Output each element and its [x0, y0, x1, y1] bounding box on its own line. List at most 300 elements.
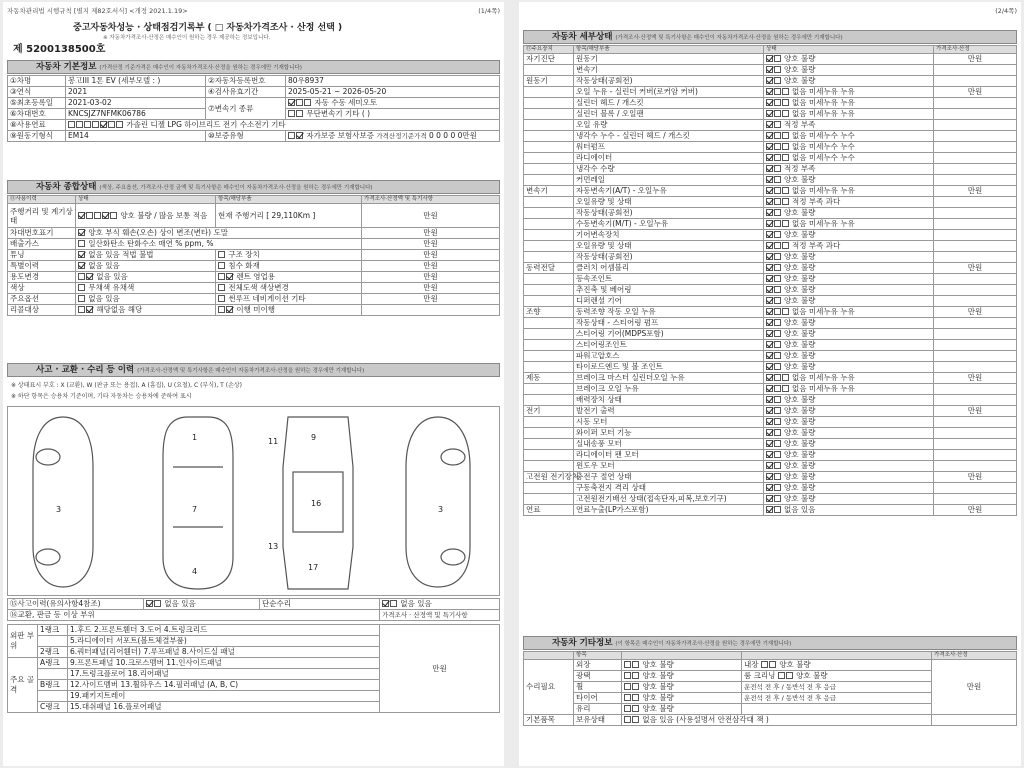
checkbox[interactable] [218, 262, 225, 269]
detail-status [764, 263, 934, 274]
checkbox[interactable] [774, 253, 781, 260]
checkbox[interactable] [782, 242, 789, 249]
checkbox[interactable] [774, 275, 781, 282]
simple-repair-options: 없음 있음 [400, 599, 432, 608]
checkbox[interactable] [774, 99, 781, 106]
detail-row [524, 362, 1017, 373]
detail-status [764, 417, 934, 428]
detail-status-options: 양호 불량 [784, 175, 816, 184]
detail-group [524, 230, 574, 241]
checkbox[interactable] [774, 330, 781, 337]
detail-row [524, 384, 1017, 395]
checkbox[interactable] [296, 99, 303, 106]
tire-positions [742, 693, 932, 704]
checkbox-checked[interactable] [766, 286, 773, 293]
detail-status [764, 120, 934, 131]
checkbox[interactable] [94, 212, 101, 219]
detail-status-options: 없음 미세누유 누유 [792, 384, 855, 393]
detail-group: 조향 [524, 307, 574, 318]
detail-group: 전기 [524, 406, 574, 417]
checkbox[interactable] [632, 694, 639, 701]
detail-row [524, 318, 1017, 329]
detail-price [934, 285, 1017, 296]
checkbox[interactable] [218, 306, 225, 313]
detail-group [524, 164, 574, 175]
car-right-side [406, 417, 470, 587]
checkbox-checked[interactable] [766, 363, 773, 370]
detail-price [934, 98, 1017, 109]
checkbox[interactable] [774, 341, 781, 348]
special-options: 없음 있음 [88, 261, 120, 270]
checkbox[interactable] [624, 705, 631, 712]
checkbox[interactable] [761, 661, 768, 668]
detail-price: 만원 [934, 307, 1017, 318]
checkbox[interactable] [782, 187, 789, 194]
detail-status-options: 양호 불량 [784, 318, 816, 327]
detail-status [764, 230, 934, 241]
part-label-4: 4 [192, 567, 198, 576]
row-recall-label: 리콜대상 [8, 305, 76, 316]
row-color-price: 만원 [362, 283, 500, 294]
checkbox[interactable] [774, 506, 781, 513]
checkbox[interactable] [774, 242, 781, 249]
detail-price [934, 318, 1017, 329]
rank-b-b [38, 691, 68, 702]
row-options-label: 주요옵션 [8, 294, 76, 305]
checkbox-checked[interactable] [102, 212, 109, 219]
checkbox[interactable] [304, 99, 311, 106]
recall-items: 이행 미이행 [236, 305, 275, 314]
checkbox[interactable] [774, 110, 781, 117]
checkbox[interactable] [774, 132, 781, 139]
detail-row [524, 494, 1017, 505]
detail-status-options: 없음 미세누유 누유 [792, 186, 855, 195]
detail-row [524, 65, 1017, 76]
checkbox[interactable] [288, 132, 295, 139]
detail-part: 기어변속장치 [574, 230, 764, 241]
row-tuning-price: 만원 [362, 250, 500, 261]
detail-row [524, 395, 1017, 406]
detail-group [524, 87, 574, 98]
checkbox[interactable] [774, 308, 781, 315]
checkbox[interactable] [782, 385, 789, 392]
rank-a: A랭크 [38, 658, 68, 669]
detail-row [524, 406, 1017, 417]
checkbox[interactable] [774, 484, 781, 491]
checkbox[interactable] [774, 473, 781, 480]
detail-price: 만원 [934, 87, 1017, 98]
checkbox-checked[interactable] [766, 121, 773, 128]
detail-group [524, 362, 574, 373]
detail-price [934, 439, 1017, 450]
detail-part: 구동축전지 격리 상태 [574, 483, 764, 494]
checkbox[interactable] [632, 705, 639, 712]
checkbox-checked[interactable] [766, 429, 773, 436]
use-change-options: 없음 있음 [96, 272, 128, 281]
detail-status-options: 양호 불량 [784, 65, 816, 74]
checkbox-checked[interactable] [766, 385, 773, 392]
options-items: 썬루프 네비게이션 기타 [228, 294, 306, 303]
detail-row [524, 505, 1017, 516]
checkbox-checked[interactable] [766, 154, 773, 161]
checkbox[interactable] [782, 110, 789, 117]
detail-part: 클러치 어셈블리 [574, 263, 764, 274]
detail-status-options: 없음 미세누유 누유 [792, 307, 855, 316]
checkbox[interactable] [774, 363, 781, 370]
checkbox[interactable] [774, 396, 781, 403]
checkbox[interactable] [782, 308, 789, 315]
detail-status [764, 362, 934, 373]
value-transmission-2 [286, 109, 500, 120]
checkbox[interactable] [774, 55, 781, 62]
wheel-position-text: 운전석 전 후 / 동반석 전 후 [744, 683, 822, 691]
checkbox[interactable] [774, 231, 781, 238]
detail-status [764, 450, 934, 461]
detail-price [934, 65, 1017, 76]
detail-group [524, 175, 574, 186]
detail-group: 자기진단 [524, 54, 574, 65]
part-label-9: 9 [311, 433, 317, 442]
detail-group [524, 395, 574, 406]
checkbox[interactable] [782, 88, 789, 95]
label-price-remarks: 가격조사 · 산정액 및 특기사항 [380, 610, 500, 621]
checkbox-checked[interactable] [766, 242, 773, 249]
detail-group [524, 450, 574, 461]
detail-status [764, 461, 934, 472]
checkbox[interactable] [390, 600, 397, 607]
checkbox-checked[interactable] [766, 341, 773, 348]
tire-position-text: 운전석 전 후 / 동반석 전 후 [744, 694, 822, 702]
checkbox[interactable] [632, 672, 639, 679]
checkbox-checked[interactable] [78, 229, 85, 236]
detail-status-options: 없음 미세누수 누수 [792, 131, 855, 140]
checkbox[interactable] [774, 462, 781, 469]
checkbox[interactable] [774, 198, 781, 205]
detail-part: 윈도우 모터 [574, 461, 764, 472]
rank-b-parts-b: 19.패키지트레이 [68, 691, 380, 702]
checkbox-checked[interactable] [766, 220, 773, 227]
detail-price [934, 219, 1017, 230]
checkbox[interactable] [92, 121, 99, 128]
checkbox[interactable] [218, 273, 225, 280]
detail-status-options: 양호 불량 [784, 351, 816, 360]
value-warranty [286, 131, 500, 142]
detail-row [524, 208, 1017, 219]
checkbox-checked[interactable] [766, 462, 773, 469]
checkbox-checked[interactable] [766, 132, 773, 139]
detail-part: 고전원전기배선 상태(접속단자,피복,보호기구) [574, 494, 764, 505]
detail-part: 오일유량 및 상태 [574, 197, 764, 208]
checkbox[interactable] [774, 440, 781, 447]
group-outer-panel: 외판 부위 [8, 625, 38, 658]
checkbox[interactable] [782, 132, 789, 139]
detail-state-note: (가격조사·산정액 및 특기사항은 매수인이 자동차가격조사·산정을 원하는 경우에만 기재합니다) [615, 35, 843, 41]
checkbox[interactable] [778, 672, 785, 679]
checkbox[interactable] [774, 264, 781, 271]
col-other-item: 항목 [574, 652, 622, 660]
detail-group: 변속기 [524, 186, 574, 197]
row-mileage-price: 만원 [362, 204, 500, 228]
checkbox-checked[interactable] [766, 275, 773, 282]
checkbox[interactable] [782, 99, 789, 106]
checkbox-checked[interactable] [78, 212, 85, 219]
checkbox[interactable] [774, 352, 781, 359]
detail-price [934, 252, 1017, 263]
detail-part: 브레이크 오일 누유 [574, 384, 764, 395]
checkbox-checked[interactable] [296, 132, 303, 139]
checkbox[interactable] [296, 110, 303, 117]
checkbox-checked[interactable] [766, 110, 773, 117]
checkbox[interactable] [774, 407, 781, 414]
checkbox-checked[interactable] [766, 88, 773, 95]
checkbox-checked[interactable] [766, 231, 773, 238]
checkbox[interactable] [782, 220, 789, 227]
checkbox-checked[interactable] [766, 253, 773, 260]
col-other-state [622, 652, 742, 660]
checkbox-checked[interactable] [766, 99, 773, 106]
detail-status [764, 241, 934, 252]
checkbox[interactable] [288, 110, 295, 117]
checkbox[interactable] [774, 187, 781, 194]
gloss-options: 양호 불량 [642, 671, 674, 680]
checkbox-checked[interactable] [226, 273, 233, 280]
checkbox[interactable] [786, 672, 793, 679]
label-fuel: ⑧사용연료 [8, 120, 66, 131]
value-accident-history [144, 599, 260, 610]
detail-row [524, 252, 1017, 263]
checkbox[interactable] [774, 176, 781, 183]
checkbox[interactable] [774, 374, 781, 381]
checkbox[interactable] [624, 716, 631, 723]
checkbox[interactable] [632, 683, 639, 690]
checkbox-checked[interactable] [766, 55, 773, 62]
checkbox-checked[interactable] [766, 176, 773, 183]
checkbox-checked[interactable] [766, 198, 773, 205]
detail-row [524, 76, 1017, 87]
checkbox-checked[interactable] [100, 121, 107, 128]
checkbox[interactable] [774, 209, 781, 216]
checkbox-checked[interactable] [226, 306, 233, 313]
detail-group [524, 142, 574, 153]
checkbox-checked[interactable] [766, 495, 773, 502]
row-vin-price: 만원 [362, 228, 500, 239]
detail-price [934, 153, 1017, 164]
detail-group [524, 120, 574, 131]
detail-group [524, 241, 574, 252]
label-engine: ⑨원동기형식 [8, 131, 66, 142]
detail-group: 제동 [524, 373, 574, 384]
checkbox-checked[interactable] [766, 330, 773, 337]
checkbox[interactable] [774, 88, 781, 95]
detail-group [524, 252, 574, 263]
checkbox[interactable] [624, 672, 631, 679]
checkbox[interactable] [774, 220, 781, 227]
row-use-change-state [76, 272, 216, 283]
detail-status [764, 153, 934, 164]
detail-group [524, 65, 574, 76]
wheel-front-left [36, 449, 60, 465]
checkbox[interactable] [774, 154, 781, 161]
detail-price [934, 230, 1017, 241]
checkbox-checked[interactable] [78, 251, 85, 258]
col-state: 상태 [76, 196, 216, 204]
checkbox-checked[interactable] [86, 306, 93, 313]
status-legend-note: ※ 하단 항목은 승용차 기준이며, 기타 자동차는 승용차에 준하여 표시 [11, 393, 192, 400]
checkbox-checked[interactable] [766, 506, 773, 513]
checkbox-checked[interactable] [288, 99, 295, 106]
checkbox[interactable] [86, 212, 93, 219]
checkbox[interactable] [774, 66, 781, 73]
detail-group [524, 285, 574, 296]
detail-status [764, 87, 934, 98]
accident-title: 사고 · 교환 · 수리 등 이력 [36, 365, 135, 375]
checkbox-checked[interactable] [766, 66, 773, 73]
checkbox-checked[interactable] [766, 209, 773, 216]
checkbox[interactable] [774, 165, 781, 172]
wheel-options: 양호 불량 [642, 682, 674, 691]
checkbox[interactable] [218, 251, 225, 258]
checkbox-checked[interactable] [766, 352, 773, 359]
rank-1-parts-a: 1.후드 2.프론트휀더 3.도어 4.트렁크리드 [68, 625, 380, 636]
checkbox-checked[interactable] [766, 396, 773, 403]
detail-status [764, 494, 934, 505]
checkbox[interactable] [782, 198, 789, 205]
checkbox-checked[interactable] [86, 273, 93, 280]
checkbox[interactable] [774, 121, 781, 128]
mileage-options: 양호 불량 / 많음 보통 적음 [120, 210, 208, 220]
checkbox[interactable] [774, 143, 781, 150]
checkbox-checked[interactable] [78, 262, 85, 269]
checkbox[interactable] [154, 600, 161, 607]
checkbox-checked[interactable] [146, 600, 153, 607]
detail-status-options: 없음 미세누유 누유 [792, 98, 855, 107]
checkbox-checked[interactable] [766, 440, 773, 447]
checkbox[interactable] [632, 716, 639, 723]
checkbox[interactable] [68, 121, 75, 128]
checkbox[interactable] [782, 374, 789, 381]
checkbox-checked[interactable] [766, 473, 773, 480]
checkbox[interactable] [774, 495, 781, 502]
checkbox[interactable] [108, 121, 115, 128]
checkbox[interactable] [218, 295, 225, 302]
col-part: 항목/해당부품 [574, 46, 764, 54]
detail-part: 동력조향 작동 오일 누유 [574, 307, 764, 318]
detail-row [524, 131, 1017, 142]
detail-part: 타이로드엔드 및 볼 조인트 [574, 362, 764, 373]
checkbox[interactable] [116, 121, 123, 128]
checkbox-checked[interactable] [766, 451, 773, 458]
checkbox[interactable] [769, 661, 776, 668]
checkbox[interactable] [84, 121, 91, 128]
checkbox[interactable] [624, 683, 631, 690]
form-title: 중고자동차성능 · 상태점검기록부 ( □ 자동차가격조사 · 산정 선택 ) [73, 23, 343, 33]
checkbox[interactable] [78, 306, 85, 313]
row-mileage-state [76, 204, 216, 228]
checkbox-checked[interactable] [382, 600, 389, 607]
checkbox[interactable] [624, 661, 631, 668]
row-recall-item [216, 305, 362, 316]
checkbox[interactable] [78, 284, 85, 291]
rank-c-parts: 15.대쉬패널 16.플로어패널 [68, 702, 380, 713]
row-emission-price: 만원 [362, 239, 500, 250]
checkbox[interactable] [782, 154, 789, 161]
detail-group [524, 318, 574, 329]
checkbox-checked[interactable] [766, 484, 773, 491]
detail-status [764, 483, 934, 494]
exterior-options: 양호 불량 [642, 660, 674, 669]
basic-info-note: (가격산정 기준가격은 매수인이 자동차가격조사·산정을 원하는 경우에만 기재합니다) [99, 65, 302, 71]
checkbox[interactable] [774, 451, 781, 458]
checkbox[interactable] [632, 661, 639, 668]
checkbox-checked[interactable] [766, 77, 773, 84]
checkbox[interactable] [78, 295, 85, 302]
checkbox[interactable] [110, 212, 117, 219]
rank-a-b [38, 669, 68, 680]
checkbox[interactable] [774, 418, 781, 425]
detail-row [524, 109, 1017, 120]
checkbox[interactable] [774, 429, 781, 436]
detail-row [524, 329, 1017, 340]
detail-status-options: 양호 불량 [784, 417, 816, 426]
checkbox[interactable] [624, 694, 631, 701]
checkbox-checked[interactable] [766, 297, 773, 304]
detail-status [764, 186, 934, 197]
label-warranty: ⑩보증유형 [206, 131, 286, 142]
detail-state-title: 자동차 세부상태 [552, 32, 613, 42]
checkbox[interactable] [78, 240, 85, 247]
checkbox-checked[interactable] [766, 407, 773, 414]
checkbox[interactable] [774, 297, 781, 304]
checkbox[interactable] [774, 77, 781, 84]
checkbox-checked[interactable] [766, 374, 773, 381]
detail-row [524, 439, 1017, 450]
detail-status-options: 없음 미세누유 누유 [792, 219, 855, 228]
checkbox[interactable] [774, 385, 781, 392]
checkbox-checked[interactable] [766, 143, 773, 150]
item-possession: 보유상태 [574, 715, 622, 726]
detail-price [934, 417, 1017, 428]
checkbox[interactable] [218, 284, 225, 291]
form-page-1 [3, 2, 504, 766]
checkbox[interactable] [78, 273, 85, 280]
detail-state-table [523, 45, 1017, 516]
checkbox-checked[interactable] [766, 319, 773, 326]
checkbox-checked[interactable] [766, 187, 773, 194]
checkbox-checked[interactable] [766, 418, 773, 425]
detail-price [934, 197, 1017, 208]
detail-part: 오일 유량 [574, 120, 764, 131]
detail-row [524, 483, 1017, 494]
checkbox[interactable] [774, 319, 781, 326]
detail-price [934, 109, 1017, 120]
checkbox-checked[interactable] [766, 308, 773, 315]
value-inspection: 2025-05-21 ~ 2026-05-20 [286, 87, 500, 98]
checkbox-checked[interactable] [766, 264, 773, 271]
use-change-items: 렌트 영업용 [236, 272, 275, 281]
detail-status [764, 472, 934, 483]
rank-2: 2랭크 [38, 647, 68, 658]
checkbox-checked[interactable] [766, 165, 773, 172]
part-label-17: 17 [308, 563, 319, 572]
checkbox[interactable] [782, 143, 789, 150]
detail-part: 오일 누유 - 실린더 커버(로커암 커버) [574, 87, 764, 98]
col-price-2: 가격조사·산정 [934, 46, 1017, 54]
detail-price [934, 296, 1017, 307]
checkbox[interactable] [76, 121, 83, 128]
col-other-group [524, 652, 574, 660]
checkbox[interactable] [774, 286, 781, 293]
detail-status-options: 양호 불량 [784, 406, 816, 415]
